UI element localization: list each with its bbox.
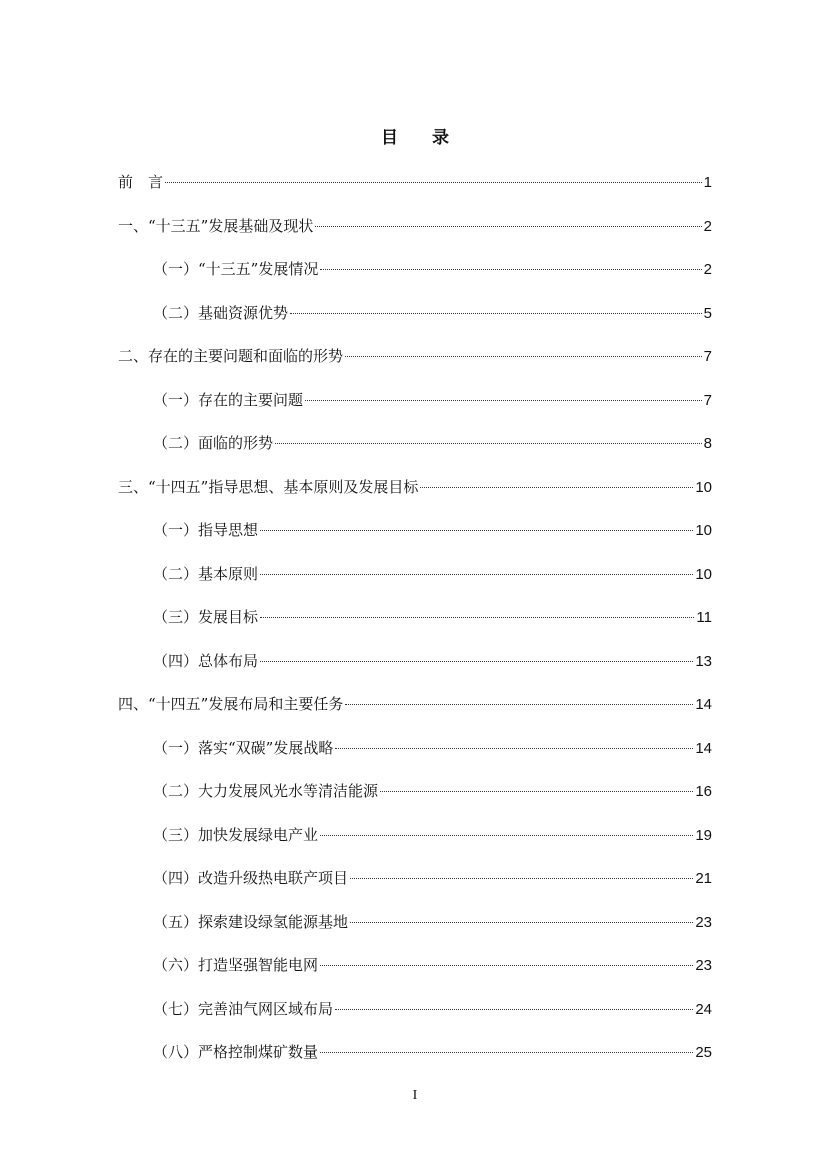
toc-entry[interactable] (118, 993, 712, 1037)
toc-entry-label: （五）探索建设绿氢能源基地 (153, 912, 349, 931)
toc-dot-leader (320, 835, 693, 836)
toc-entry-label: （三）加快发展绿电产业 (153, 825, 319, 844)
toc-entry-label: （一）“十三五”发展情况 (153, 260, 319, 278)
toc-entry-page: 5 (703, 304, 712, 322)
toc-entry[interactable] (118, 819, 712, 863)
toc-entry-page: 13 (695, 652, 712, 670)
toc-entry-label: （八）严格控制煤矿数量 (153, 1043, 319, 1061)
toc-entry[interactable] (118, 645, 712, 689)
toc-entry-label: （六）打造坚强智能电网 (153, 956, 319, 974)
toc-entry-label: （一）落实“双碳”发展战略 (153, 738, 334, 757)
toc-entry-label: （二）面临的形势 (153, 434, 274, 452)
toc-entry-label: （四）改造升级热电联产项目 (153, 869, 349, 887)
page-number: I (412, 1088, 418, 1103)
toc-dot-leader (275, 443, 702, 444)
toc-dot-leader (290, 313, 702, 314)
toc-entry[interactable] (118, 688, 712, 732)
toc-entry[interactable] (118, 210, 712, 254)
toc-entry-page: 25 (695, 1044, 712, 1061)
toc-entry-page: 19 (695, 826, 712, 844)
toc-entry-page: 11 (696, 609, 712, 626)
toc-dot-leader (350, 922, 693, 923)
toc-dot-leader (335, 1009, 693, 1010)
toc-entry-page: 16 (695, 783, 712, 800)
toc-entry[interactable] (118, 514, 712, 558)
toc-entry-page: 14 (695, 696, 712, 713)
toc-dot-leader (260, 530, 693, 531)
toc-entry[interactable] (118, 340, 712, 384)
toc-entry-label: （四）总体布局 (153, 651, 259, 670)
toc-entry-label: 三、“十四五”指导思想、基本原则及发展目标 (118, 477, 419, 496)
toc-dot-leader (305, 400, 702, 401)
toc-entry-page: 10 (695, 565, 712, 583)
toc-entry-label: 二、存在的主要问题和面临的形势 (118, 347, 344, 365)
toc-entry-page: 2 (703, 217, 712, 235)
toc-entry[interactable] (118, 558, 712, 602)
toc-dot-leader (350, 878, 693, 879)
toc-entry[interactable] (118, 427, 712, 471)
toc-entry[interactable] (118, 775, 712, 819)
toc-entry[interactable] (118, 253, 712, 297)
toc-dot-leader (315, 226, 701, 227)
toc-dot-leader (380, 791, 693, 792)
toc-dot-leader (260, 617, 694, 618)
toc-entry-label: （一）指导思想 (153, 521, 259, 539)
toc-entry-page: 1 (703, 174, 712, 191)
toc-dot-leader (320, 269, 701, 270)
toc-entry-page: 14 (695, 739, 712, 757)
toc-entry[interactable] (118, 297, 712, 341)
toc-entry-label: （一）存在的主要问题 (153, 390, 304, 409)
toc-dot-leader (165, 182, 702, 183)
toc-entry[interactable] (118, 949, 712, 993)
toc-entry[interactable] (118, 166, 712, 210)
page-title: 目 录 (381, 128, 463, 148)
toc-entry-label: （二）基本原则 (153, 564, 259, 583)
toc-entry[interactable] (118, 601, 712, 645)
toc-entry[interactable] (118, 471, 712, 515)
toc-entry[interactable] (118, 1036, 712, 1080)
toc-entry-label: （二）大力发展风光水等清洁能源 (153, 782, 379, 800)
table-of-contents (118, 166, 712, 1080)
toc-entry-label: 一、“十三五”发展基础及现状 (118, 216, 314, 235)
toc-dot-leader (320, 965, 693, 966)
toc-dot-leader (345, 356, 702, 357)
toc-entry-page: 10 (695, 478, 712, 496)
toc-dot-leader (335, 748, 693, 749)
toc-entry-page: 10 (695, 522, 712, 539)
toc-entry-label: （二）基础资源优势 (153, 303, 289, 322)
toc-entry-page: 23 (695, 957, 712, 974)
toc-entry-page: 7 (703, 348, 712, 365)
toc-dot-leader (260, 574, 693, 575)
toc-entry[interactable] (118, 906, 712, 950)
toc-entry-label: 四、“十四五”发展布局和主要任务 (118, 695, 344, 713)
toc-entry-label: （三）发展目标 (153, 608, 259, 626)
toc-dot-leader (345, 704, 693, 705)
toc-entry-page: 2 (703, 261, 712, 278)
toc-entry[interactable] (118, 732, 712, 776)
toc-entry[interactable] (118, 384, 712, 428)
toc-entry-label: 前 言 (118, 173, 164, 191)
toc-dot-leader (260, 661, 693, 662)
toc-entry-page: 24 (695, 1000, 712, 1018)
toc-entry-page: 8 (703, 435, 712, 452)
toc-entry-page: 7 (703, 391, 712, 409)
toc-entry[interactable] (118, 862, 712, 906)
toc-entry-page: 23 (695, 913, 712, 931)
toc-entry-label: （七）完善油气网区域布局 (153, 999, 334, 1018)
toc-dot-leader (320, 1052, 693, 1053)
toc-dot-leader (420, 487, 693, 488)
toc-entry-page: 21 (695, 870, 712, 887)
